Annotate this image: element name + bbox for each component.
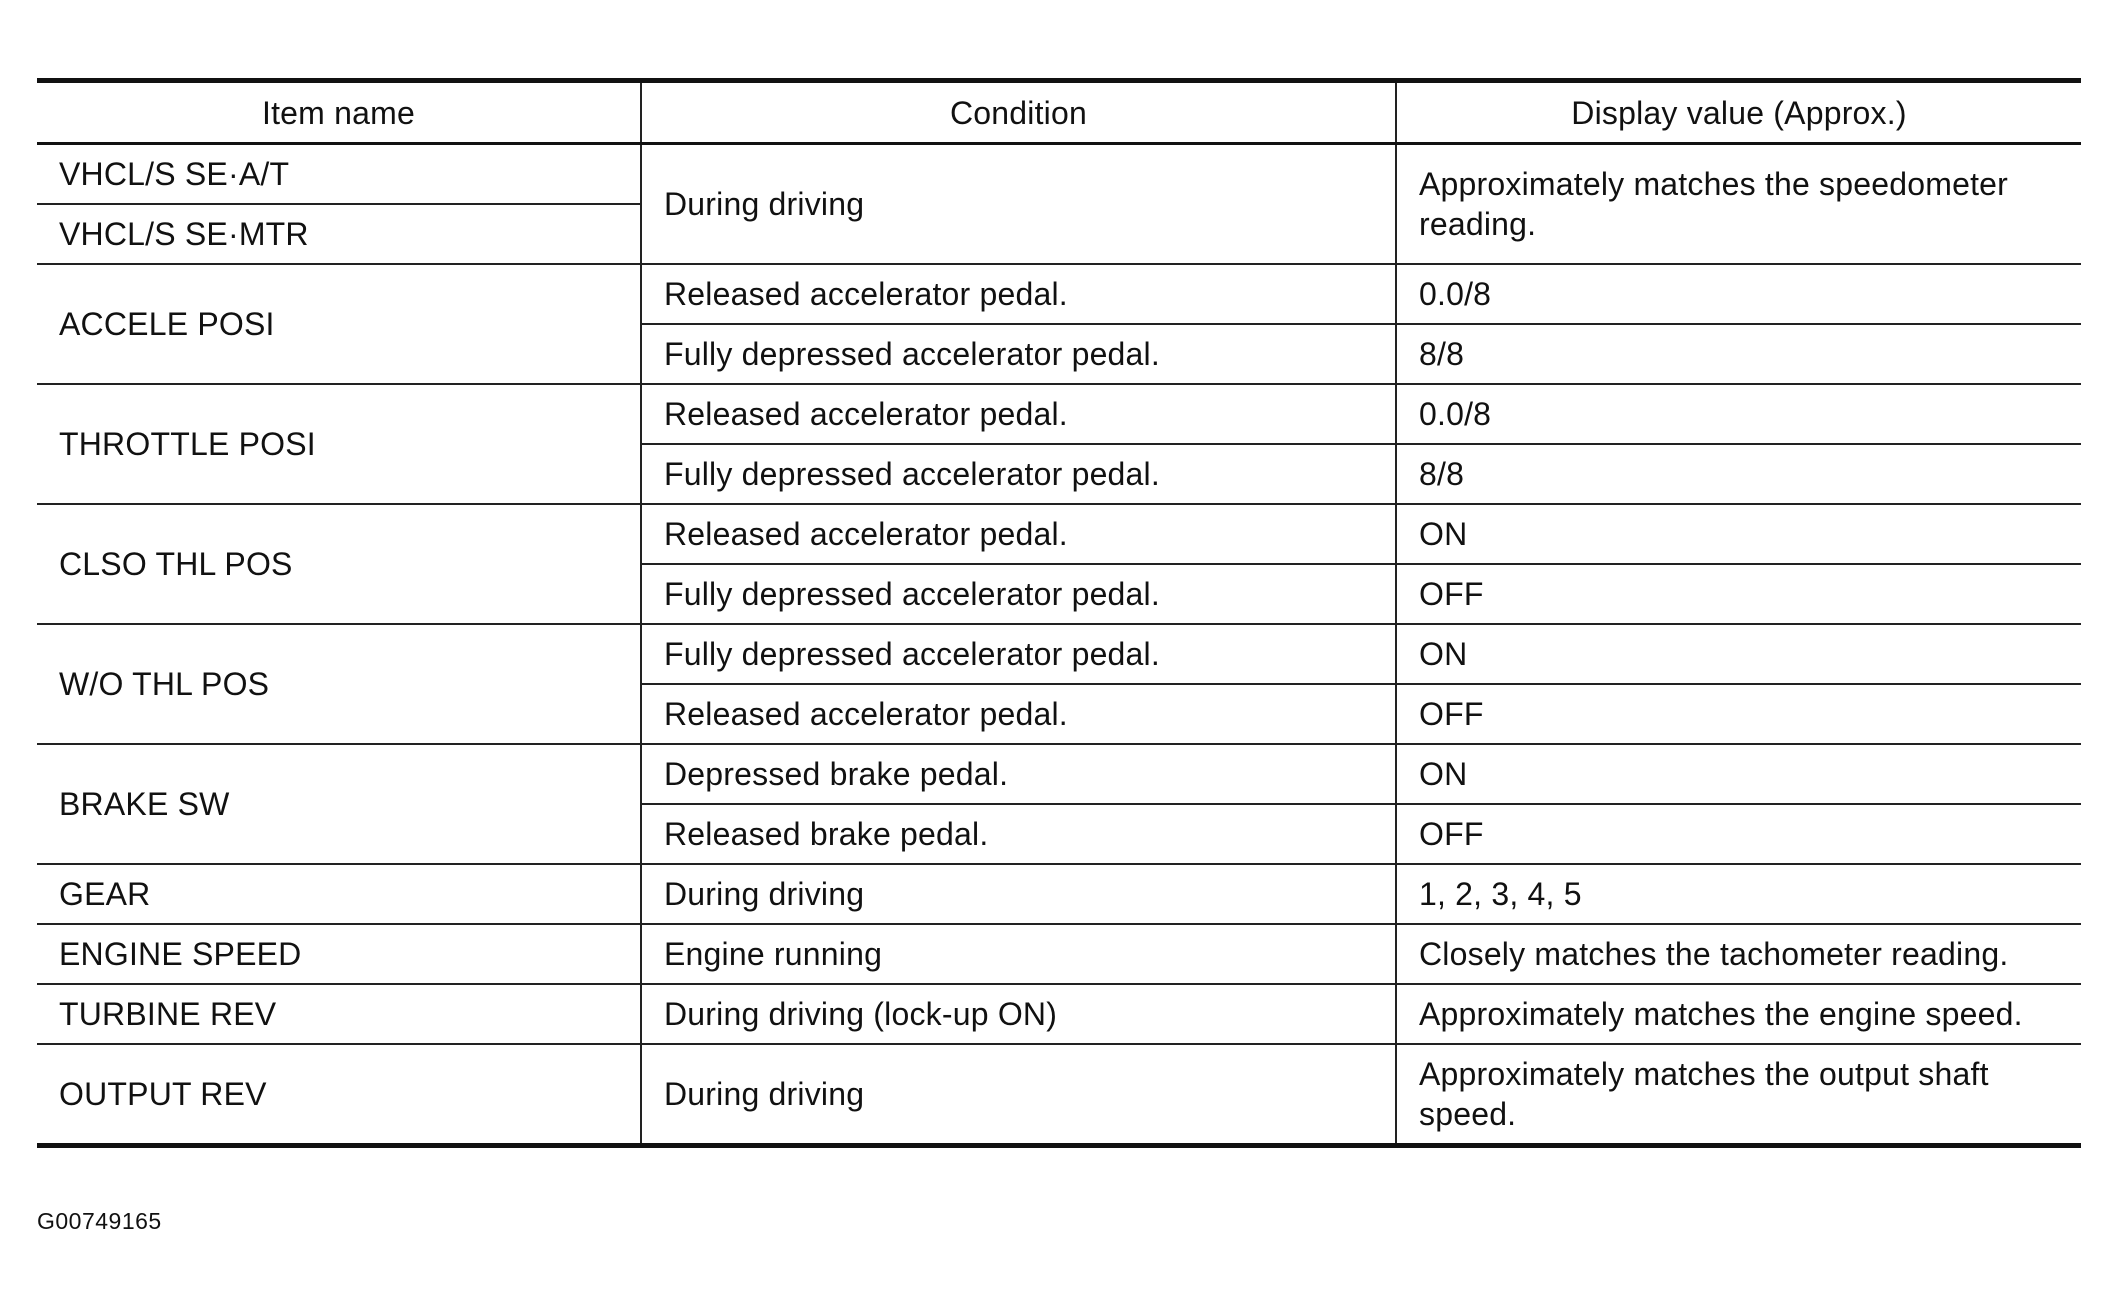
condition-cell: Released accelerator pedal. [641,504,1396,564]
display-value-cell: ON [1396,744,2081,804]
condition-cell: Fully depressed accelerator pedal. [641,624,1396,684]
data-monitor-table [37,78,2081,1148]
table-row [37,924,2081,984]
item-name-cell: CLSO THL POS [37,504,641,624]
condition-cell: Engine running [641,924,1396,984]
display-value-cell: Approximately matches the speedometer reading. [1396,144,2081,265]
header-display-value: Display value (Approx.) [1396,81,2081,144]
item-name-cell: W/O THL POS [37,624,641,744]
condition-cell: Depressed brake pedal. [641,744,1396,804]
condition-cell: Fully depressed accelerator pedal. [641,444,1396,504]
header-item-name: Item name [37,81,641,144]
item-name-cell: THROTTLE POSI [37,384,641,504]
display-value-cell: 1, 2, 3, 4, 5 [1396,864,2081,924]
table-row [37,744,2081,804]
item-name-cell: ACCELE POSI [37,264,641,384]
condition-cell: During driving (lock-up ON) [641,984,1396,1044]
display-value-cell: Approximately matches the output shaft speed. [1396,1044,2081,1146]
table-row [37,144,2081,205]
item-name-cell: VHCL/S SE·A/T [37,144,641,205]
display-value-cell: OFF [1396,684,2081,744]
display-value-cell: OFF [1396,804,2081,864]
display-value-cell: 8/8 [1396,444,2081,504]
condition-cell: During driving [641,864,1396,924]
display-value-cell: Approximately matches the engine speed. [1396,984,2081,1044]
item-name-cell: VHCL/S SE·MTR [37,204,641,264]
table-row [37,984,2081,1044]
table-row [37,384,2081,444]
display-value-cell: OFF [1396,564,2081,624]
table-header-row [37,81,2081,144]
condition-cell: Released accelerator pedal. [641,684,1396,744]
item-name-cell: GEAR [37,864,641,924]
document-page [37,78,2081,1148]
condition-cell: Released accelerator pedal. [641,384,1396,444]
table-row [37,504,2081,564]
header-condition: Condition [641,81,1396,144]
display-value-cell: 0.0/8 [1396,384,2081,444]
display-value-cell: 0.0/8 [1396,264,2081,324]
table-row [37,1044,2081,1146]
item-name-cell: TURBINE REV [37,984,641,1044]
item-name-cell: OUTPUT REV [37,1044,641,1146]
display-value-cell: 8/8 [1396,324,2081,384]
table-row [37,624,2081,684]
table-row [37,264,2081,324]
condition-cell: Released accelerator pedal. [641,264,1396,324]
condition-cell: During driving [641,1044,1396,1146]
condition-cell: Released brake pedal. [641,804,1396,864]
display-value-cell: ON [1396,624,2081,684]
item-name-cell: ENGINE SPEED [37,924,641,984]
condition-cell: Fully depressed accelerator pedal. [641,564,1396,624]
display-value-cell: ON [1396,504,2081,564]
item-name-cell: BRAKE SW [37,744,641,864]
condition-cell: During driving [641,144,1396,265]
table-row [37,864,2081,924]
display-value-cell: Closely matches the tachometer reading. [1396,924,2081,984]
figure-id-label: G00749165 [37,1208,162,1234]
condition-cell: Fully depressed accelerator pedal. [641,324,1396,384]
